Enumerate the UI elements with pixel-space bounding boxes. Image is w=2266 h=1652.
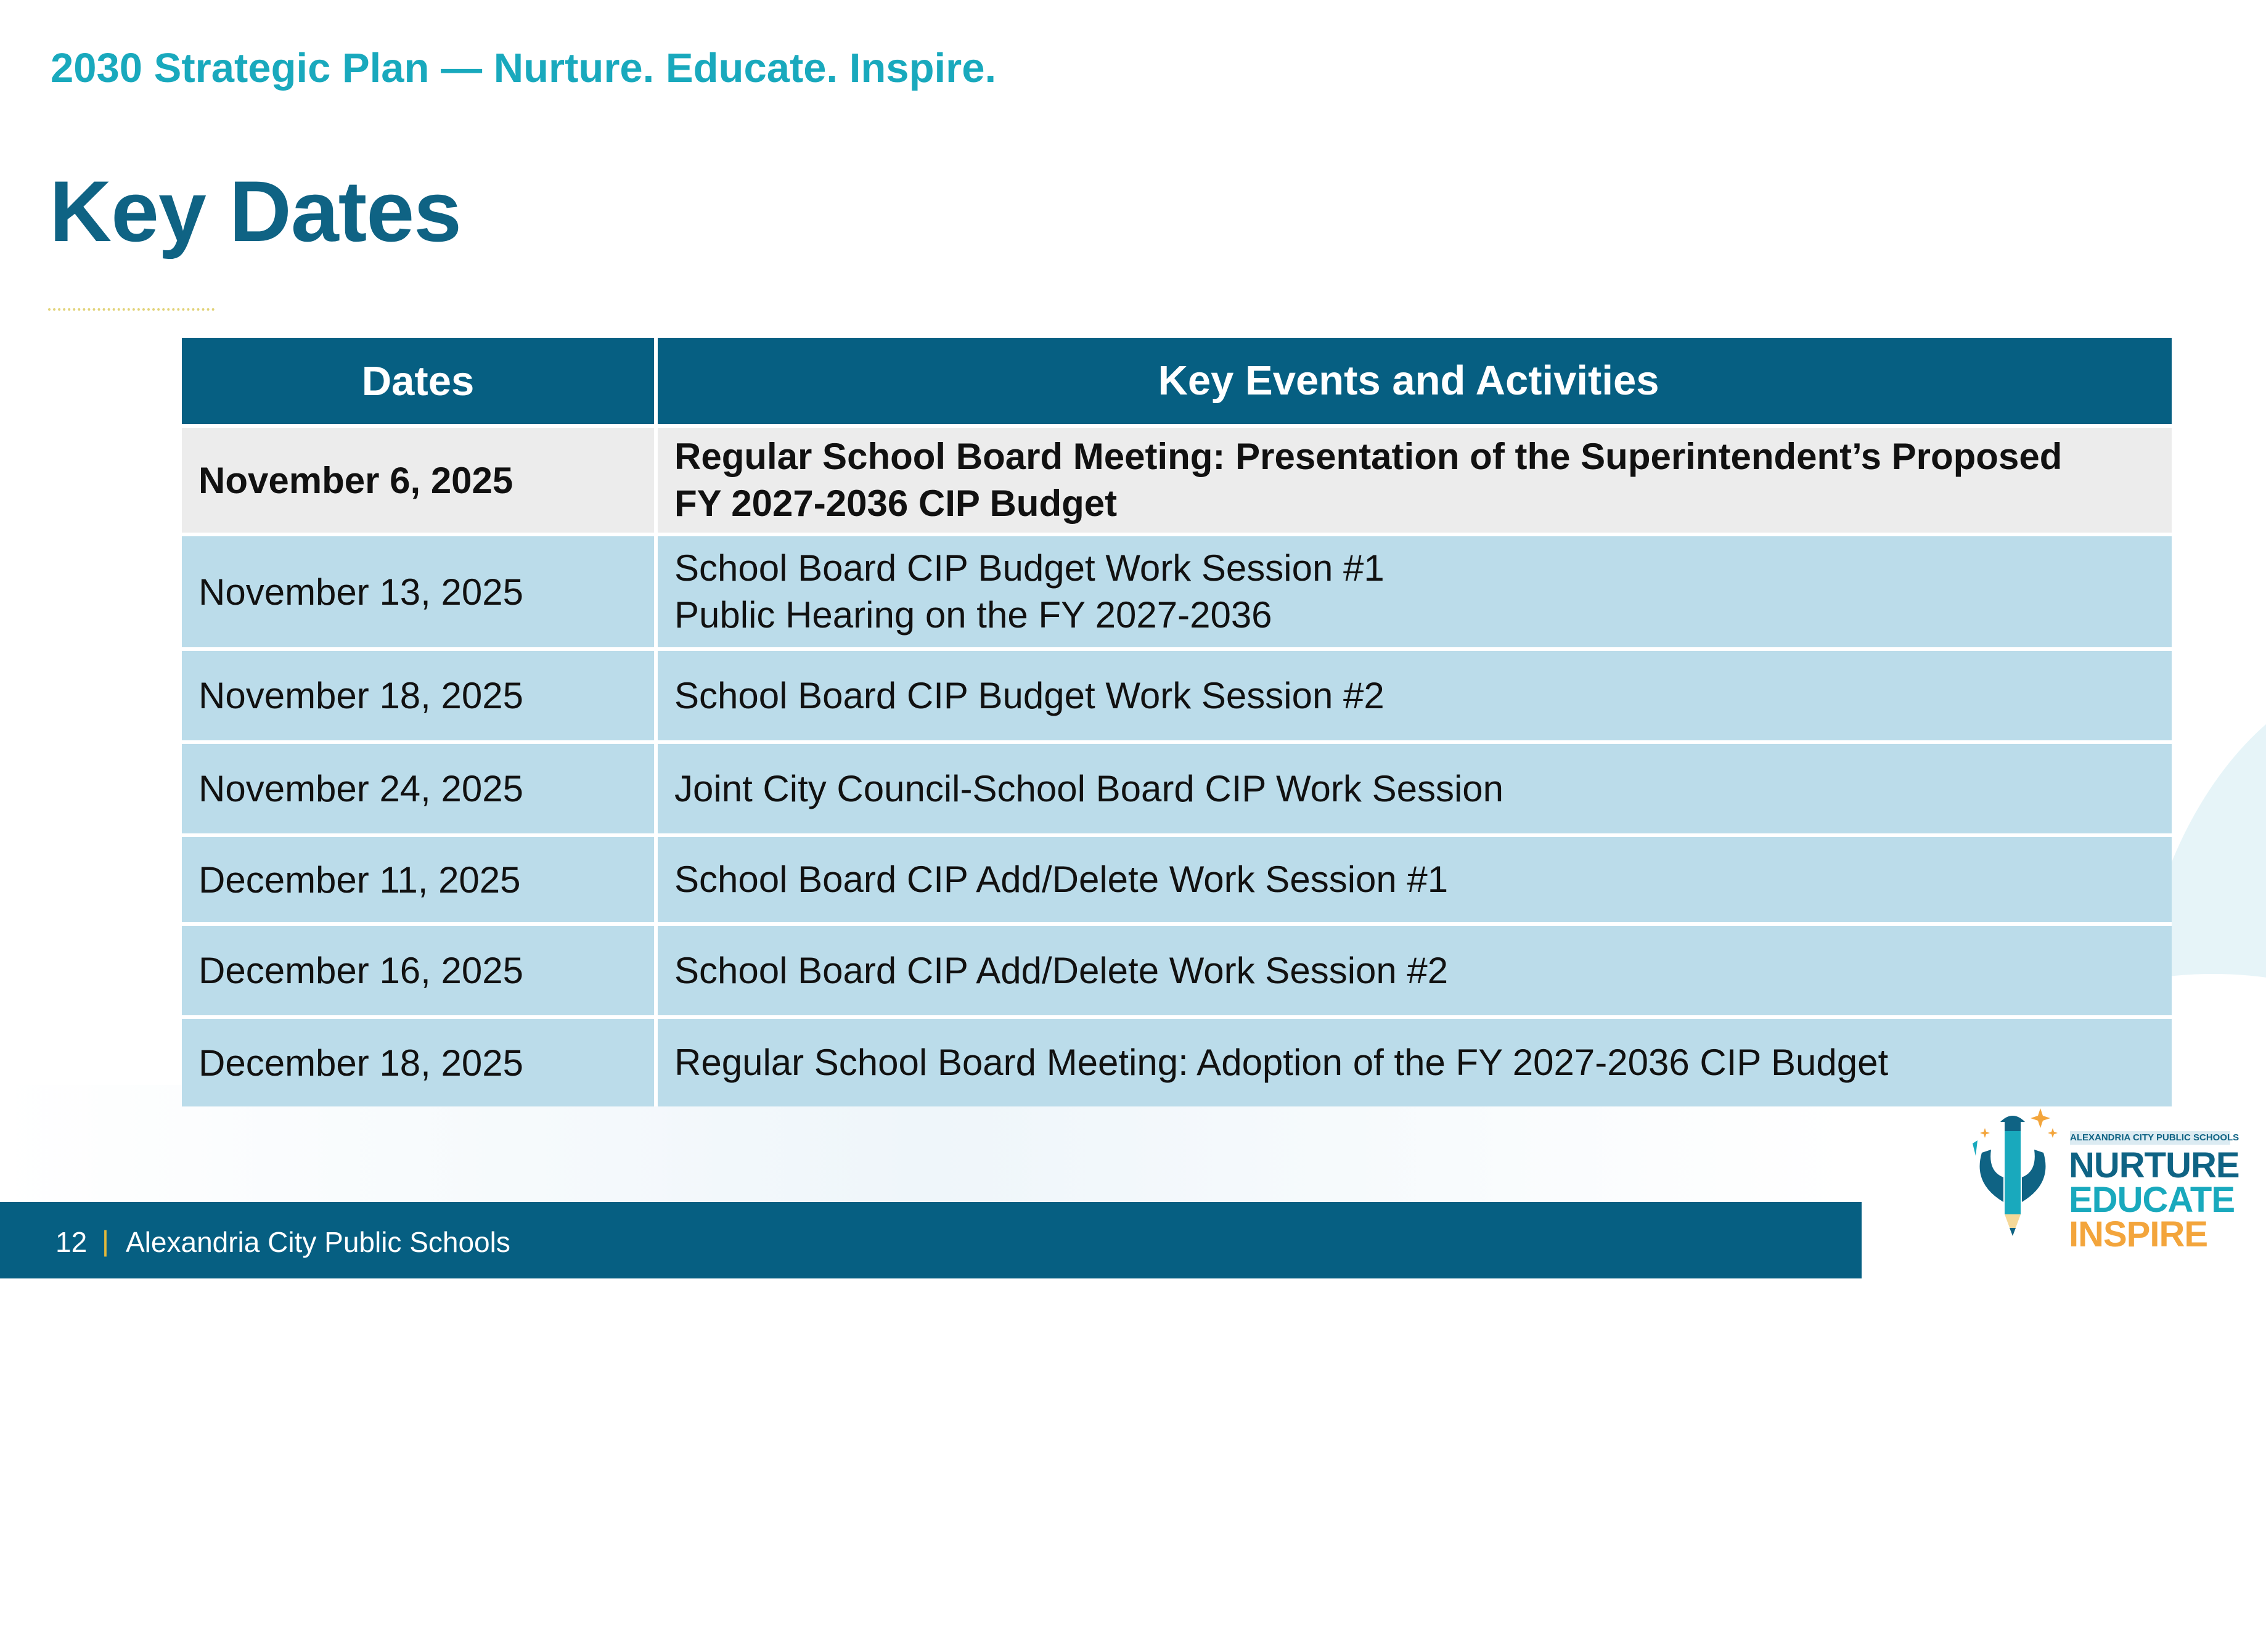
table-row xyxy=(182,536,2172,651)
event-text-line: School Board CIP Budget Work Session #2 xyxy=(674,674,1385,716)
table-row xyxy=(182,428,2172,536)
event-text-line: School Board CIP Add/Delete Work Session #1 xyxy=(674,859,1449,900)
date-cell: November 13, 2025 xyxy=(182,536,658,647)
date-cell: November 24, 2025 xyxy=(182,744,658,833)
event-cell xyxy=(658,837,2172,922)
date-cell: December 11, 2025 xyxy=(182,837,658,922)
key-dates-table xyxy=(182,338,2172,1106)
table-row xyxy=(182,651,2172,744)
table-row xyxy=(182,744,2172,837)
event-cell xyxy=(658,651,2172,740)
tagline: 2030 Strategic Plan — Nurture. Educate. Inspire. xyxy=(51,45,997,91)
footer-organization: Alexandria City Public Schools xyxy=(126,1226,510,1258)
event-text-line: School Board CIP Budget Work Session #1 xyxy=(674,547,1385,589)
event-text-line: FY 2027-2036 CIP Budget xyxy=(674,483,1118,524)
date-cell: December 18, 2025 xyxy=(182,1019,658,1106)
page-title: Key Dates xyxy=(49,163,462,260)
nurture-educate-inspire-logo xyxy=(1960,1097,2239,1254)
date-cell: November 18, 2025 xyxy=(182,651,658,740)
event-text-line: Public Hearing on the FY 2027-2036 xyxy=(674,594,1272,636)
event-cell xyxy=(658,926,2172,1015)
page-number: 12 xyxy=(55,1226,88,1258)
event-text-line: Regular School Board Meeting: Adoption of the FY 2027-2036 CIP Budget xyxy=(674,1042,1889,1083)
table-row xyxy=(182,837,2172,926)
logo-word-nurture: NURTURE xyxy=(2069,1145,2239,1185)
event-text-line: Joint City Council-School Board CIP Work Session xyxy=(674,767,1504,809)
event-cell xyxy=(658,744,2172,833)
event-cell xyxy=(658,1019,2172,1106)
logo-word-educate: EDUCATE xyxy=(2069,1180,2235,1220)
logo-word-inspire: INSPIRE xyxy=(2069,1214,2208,1254)
logo-district-name: ALEXANDRIA CITY PUBLIC SCHOOLS xyxy=(2070,1131,2230,1145)
event-cell xyxy=(658,428,2172,533)
footer-separator: | xyxy=(102,1225,109,1257)
column-header-dates: Dates xyxy=(182,338,658,424)
event-text-line: School Board CIP Add/Delete Work Session #2 xyxy=(674,949,1449,991)
dotted-divider xyxy=(48,308,215,311)
date-cell: December 16, 2025 xyxy=(182,926,658,1015)
pencil-torch-icon xyxy=(1960,1097,2065,1251)
event-cell xyxy=(658,536,2172,647)
event-text-line: Regular School Board Meeting: Presentation of the Superintendent’s Proposed xyxy=(674,436,2063,477)
table-header-row xyxy=(182,338,2172,428)
date-cell: November 6, 2025 xyxy=(182,428,658,533)
table-row xyxy=(182,926,2172,1019)
column-header-events: Key Events and Activities xyxy=(658,338,2172,424)
table-row xyxy=(182,1019,2172,1106)
